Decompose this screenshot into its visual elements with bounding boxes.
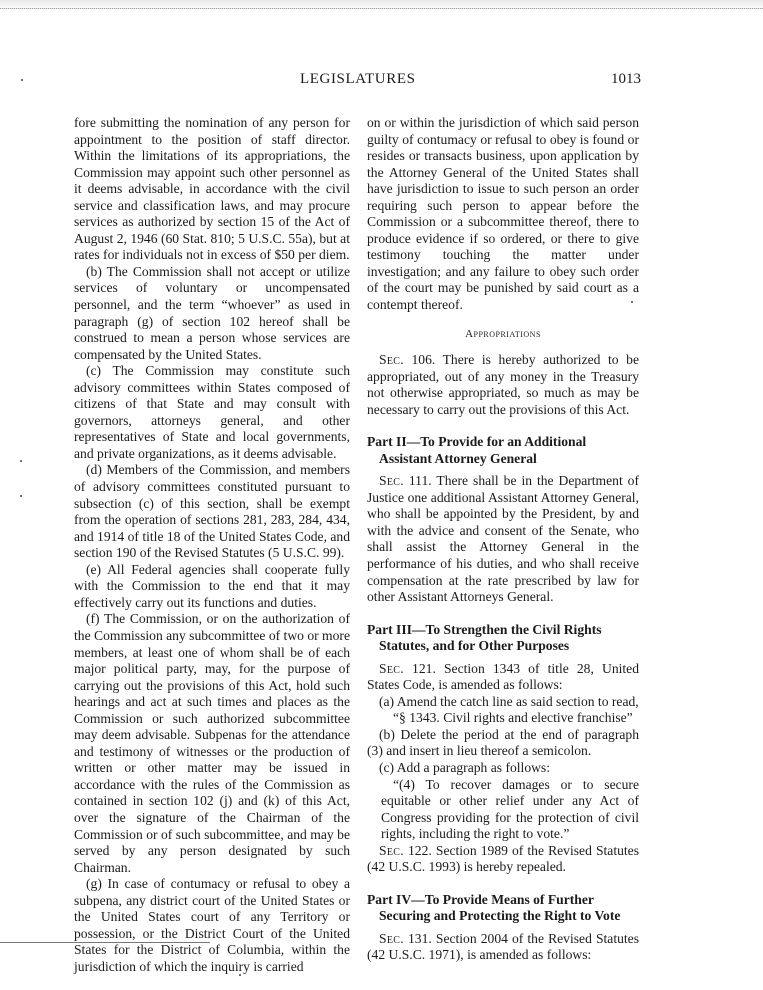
left-column bbox=[74, 115, 350, 975]
body-paragraph bbox=[74, 462, 350, 561]
body-paragraph bbox=[74, 611, 350, 876]
bottom-rule bbox=[0, 942, 210, 943]
body-paragraph bbox=[367, 931, 639, 964]
paragraph-text: (b) The Commission shall not accept or utilize services of voluntary or uncompensated personnel, and the term “whoever” as used in paragraph (g) of section 102 hereof shall be construed to mean a person whose services are compensated by the United States. bbox=[74, 263, 350, 362]
paragraph-text: 131. Section 2004 of the Revised Statutes (42 U.S.C. 1971), is amended as follows: bbox=[367, 930, 639, 963]
body-paragraph bbox=[74, 562, 350, 612]
body-paragraph bbox=[367, 115, 639, 314]
body-paragraph bbox=[367, 352, 639, 418]
body-paragraph bbox=[367, 661, 639, 694]
section-label: Sec. bbox=[379, 930, 404, 946]
section-label: Sec. bbox=[379, 352, 404, 368]
section-heading: Appropriations bbox=[465, 327, 541, 340]
section-label: Sec. bbox=[379, 842, 404, 858]
page-number: 1013 bbox=[611, 71, 641, 87]
body-paragraph bbox=[367, 694, 639, 711]
body-paragraph bbox=[367, 843, 639, 876]
paragraph-text: 122. Section 1989 of the Revised Statutes (42 U.S.C. 1993) is hereby repealed. bbox=[367, 842, 639, 875]
paragraph-text: 106. There is hereby authorized to be appropriated, out of any money in the Treasury not otherwise appropriated, so much as may be necessary to carry out the provisions of this Act. bbox=[367, 352, 639, 417]
scan-speck bbox=[20, 460, 22, 462]
paragraph-text: fore submitting the nomination of any person for appointment to the position of staff director. Within the limitations of its appropriations, the Commission may appoint such other personnel as it deems advisable, in accordance with the civil service and classification laws, and may procure services as authorized by section 15 of the Act of August 2, 1946 (60 Stat. 810; 5 U.S.C. 55a), but at rates for individuals not in excess of $50 per diem. bbox=[74, 115, 350, 263]
scan-speck bbox=[21, 79, 23, 81]
paragraph-text: 121. Section 1343 of title 28, United States Code, is amended as follows: bbox=[367, 660, 639, 693]
paragraph-text: (e) All Federal agencies shall cooperate fully with the Commission to the end that it may effectively carry out its functions and duties. bbox=[74, 561, 350, 610]
paragraph-text: (d) Members of the Commission, and members of advisory committees constituted pursuant to subsection (c) of this section, shall be exempt from the operation of sections 281, 283, 284, 434, and 1914 of title 18 of the United States Code, and section 190 of the Revised Statutes (5 U.S.C. 99). bbox=[74, 462, 350, 561]
paragraph-text: “§ 1343. Civil rights and elective franchise” bbox=[393, 710, 633, 726]
part-heading: Part II—To Provide for an Additional Assistant Attorney General bbox=[367, 434, 587, 466]
running-head bbox=[0, 71, 763, 91]
scan-speck bbox=[20, 495, 22, 497]
section-label: Sec. bbox=[379, 660, 404, 676]
paragraph-text: (g) In case of contumacy or refusal to obey a subpena, any district court of the United States or the United States court of any Territory or possession, or the District Court of the United States for the District of Columbia, within the jurisdiction of which the inquiry is carried bbox=[74, 876, 350, 974]
body-paragraph bbox=[74, 115, 350, 264]
body-paragraph bbox=[367, 760, 639, 777]
scan-speck bbox=[239, 974, 241, 976]
paragraph-text: (a) Amend the catch line as said section to read, bbox=[379, 693, 639, 709]
part-heading: Part III—To Strengthen the Civil Rights Statutes, and for Other Purposes bbox=[367, 621, 602, 654]
body-paragraph bbox=[74, 264, 350, 363]
paragraph-text: on or within the jurisdiction of which said person guilty of contumacy or refusal to obey is found or resides or transacts business, upon application by the Attorney General of the United States shall have jurisdiction to issue to such person an order requiring such person to appear before the Commission or a subcommittee thereof, there to produce evidence if so ordered, or there to give testimony touching the matter under investigation; and any failure to obey such order of the court may be punished by said court as a contempt thereof. bbox=[367, 115, 639, 313]
paragraph-text: 111. There shall be in the Department of Justice one additional Assistant Attorney General, who shall be appointed by the President, by and with the advice and consent of the Senate, who shall assist the Attorney General in the performance of his duties, and who shall receive compensation at the rate prescribed by law for other Assistant Attorneys General. bbox=[367, 473, 639, 605]
paragraph-text: (c) The Commission may constitute such advisory committees within States composed of citizens of that State and may consult with governors, attorneys general, and other representatives of State and local governments, and private organizations, as it deems advisable. bbox=[74, 363, 350, 461]
part-heading: Part IV—To Provide Means of Further Securing and Protecting the Right to Vote bbox=[367, 891, 621, 924]
paragraph-text: “(4) To recover damages or to secure equitable or other relief under any Act of Congress providing for the protection of civil rights, including the right to vote.” bbox=[381, 776, 639, 842]
scan-speck bbox=[631, 301, 633, 303]
body-paragraph bbox=[367, 727, 639, 760]
paragraph-text: (c) Add a paragraph as follows: bbox=[379, 759, 550, 775]
paragraph-text: (b) Delete the period at the end of paragraph (3) and insert in lieu thereof a semicolon. bbox=[367, 726, 639, 759]
running-head-title: LEGISLATURES bbox=[300, 71, 416, 87]
section-label: Sec. bbox=[379, 473, 404, 489]
body-paragraph bbox=[367, 710, 639, 727]
body-paragraph bbox=[74, 363, 350, 462]
right-column bbox=[367, 115, 639, 964]
body-paragraph bbox=[367, 473, 639, 605]
body-paragraph bbox=[367, 777, 639, 843]
scan-edge-top bbox=[0, 0, 763, 9]
body-paragraph bbox=[74, 876, 350, 975]
paragraph-text: (f) The Commission, or on the authorization of the Commission any subcommittee of two or more members, at least one of whom shall be of each major political party, may, for the purpose of carrying out the provisions of this Act, hold such hearings and act at such times and places as the Commission or such authorized subcommittee may deem advisable. Subpenas for the attendance and testimony of witnesses or the production of written or other matter may be issued in accordance with the rules of the Commission as contained in section 102 (j) and (k) of this Act, over the signature of the Chairman of the Commission or of such subcommittee, and may be served by any person designated by such Chairman. bbox=[74, 611, 350, 875]
